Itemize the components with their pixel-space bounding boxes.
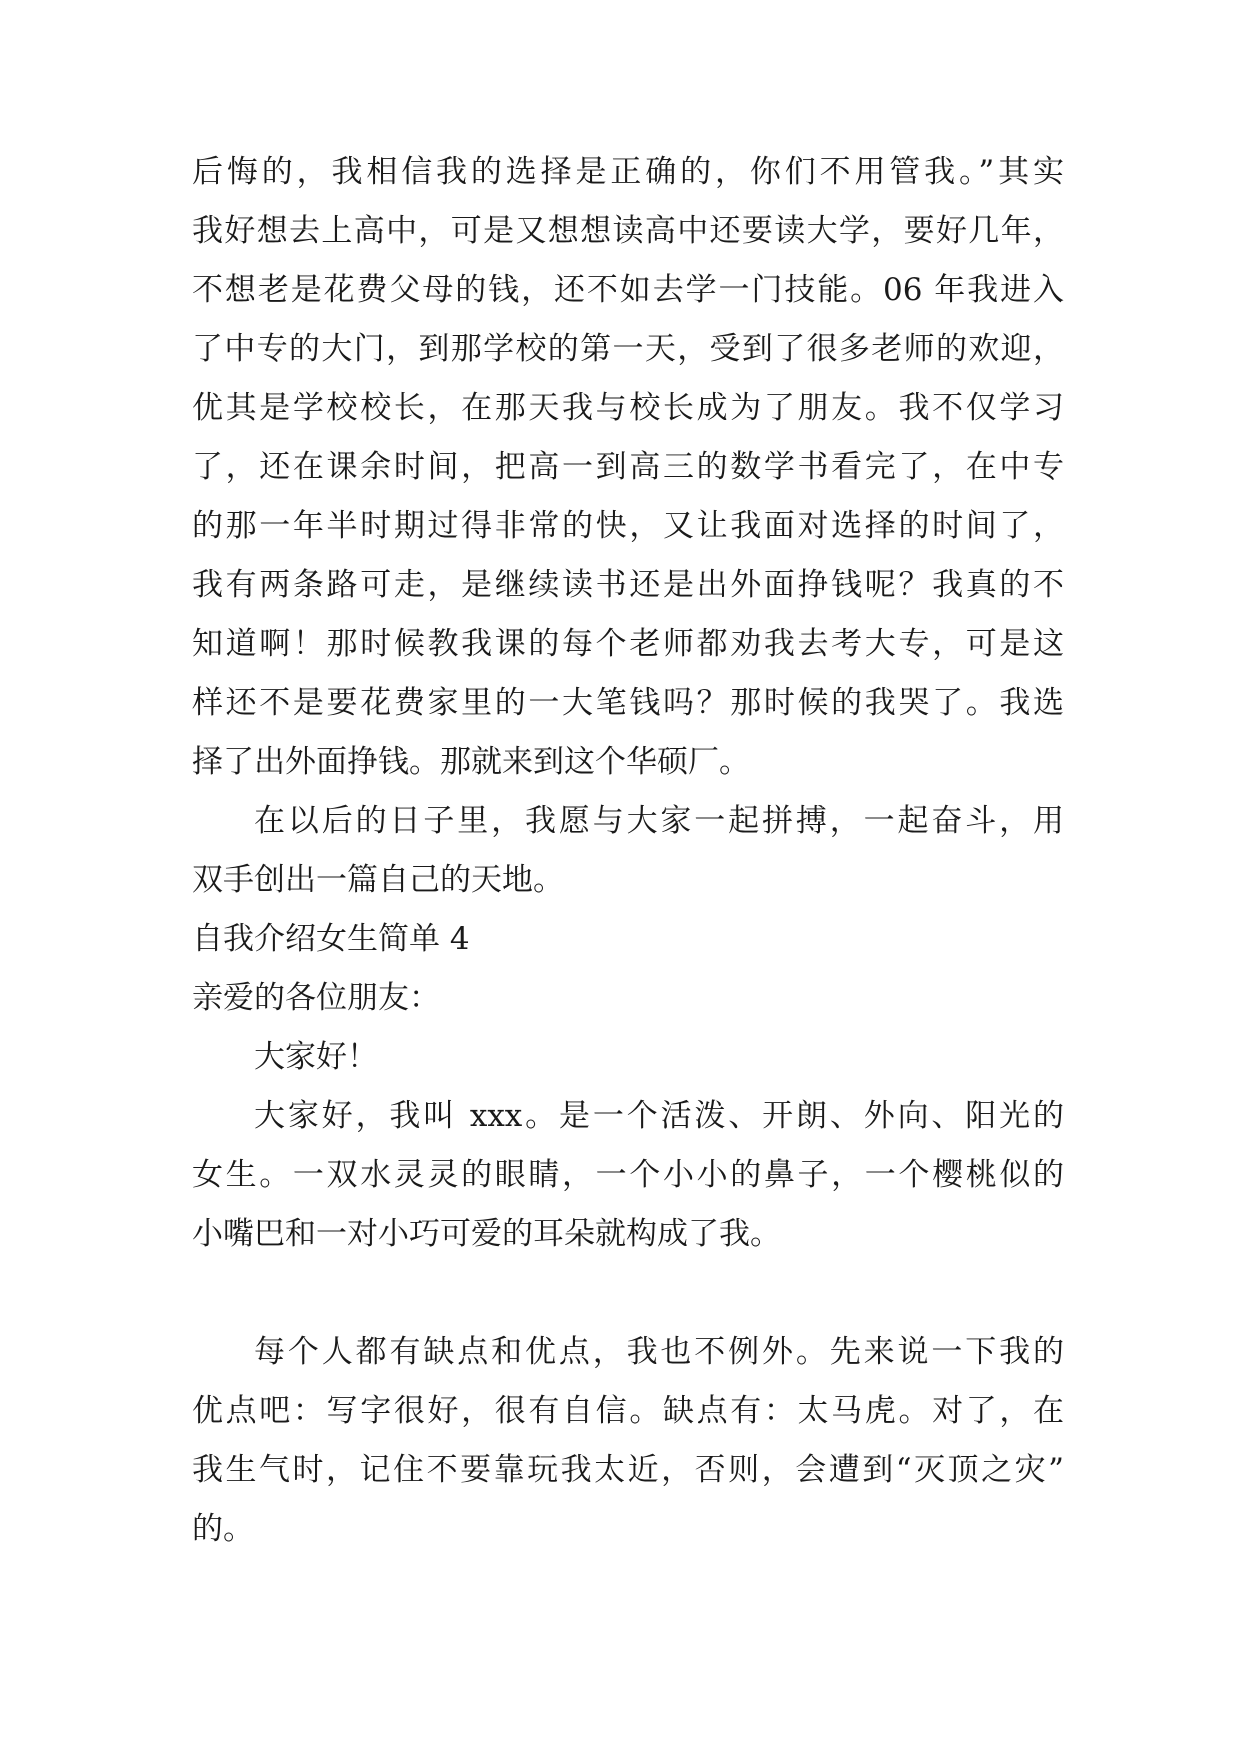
greeting: 大家好！ (254, 1039, 378, 1075)
text-line: 的。 (192, 1511, 254, 1547)
paragraph-first-line: 大家好，我叫 xxx。是一个活泼、开朗、外向、阳光的 (254, 1098, 1064, 1134)
blank-line (192, 1264, 1064, 1323)
text-line: 的那一年半时期过得非常的快，又让我面对选择的时间了， (192, 508, 1064, 544)
text-line: 样还不是要花费家里的一大笔钱吗？那时候的我哭了。我选 (192, 685, 1064, 721)
salutation: 亲爱的各位朋友： (192, 980, 440, 1016)
section-heading: 自我介绍女生简单 4 (192, 921, 470, 957)
text-line: 我好想去上高中，可是又想想读高中还要读大学，要好几年， (192, 213, 1064, 249)
text-line: 不想老是花费父母的钱，还不如去学一门技能。06 年我进入 (192, 272, 1064, 308)
text-line: 了，还在课余时间，把高一到高三的数学书看完了，在中专 (192, 449, 1064, 485)
text-line: 女生。一双水灵灵的眼睛，一个小小的鼻子，一个樱桃似的 (192, 1157, 1064, 1193)
text-line: 我有两条路可走，是继续读书还是出外面挣钱呢？我真的不 (192, 567, 1064, 603)
text-line: 优其是学校校长，在那天我与校长成为了朋友。我不仅学习 (192, 390, 1064, 426)
text-line: 小嘴巴和一对小巧可爱的耳朵就构成了我。 (192, 1216, 781, 1252)
text-line: 优点吧：写字很好，很有自信。缺点有：太马虎。对了，在 (192, 1393, 1064, 1429)
paragraph-first-line: 每个人都有缺点和优点，我也不例外。先来说一下我的 (254, 1334, 1064, 1370)
text-line: 择了出外面挣钱。那就来到这个华硕厂。 (192, 744, 750, 780)
text-line: 后悔的，我相信我的选择是正确的，你们不用管我。”其实 (192, 154, 1064, 190)
text-line: 知道啊！那时候教我课的每个老师都劝我去考大专，可是这 (192, 626, 1064, 662)
document-body (192, 143, 1064, 1559)
text-line: 双手创出一篇自己的天地。 (192, 862, 564, 898)
text-line: 了中专的大门，到那学校的第一天，受到了很多老师的欢迎， (192, 331, 1064, 367)
paragraph-first-line: 在以后的日子里，我愿与大家一起拼搏，一起奋斗，用 (254, 803, 1064, 839)
text-line: 我生气时，记住不要靠玩我太近，否则，会遭到“灭顶之灾” (192, 1452, 1064, 1488)
